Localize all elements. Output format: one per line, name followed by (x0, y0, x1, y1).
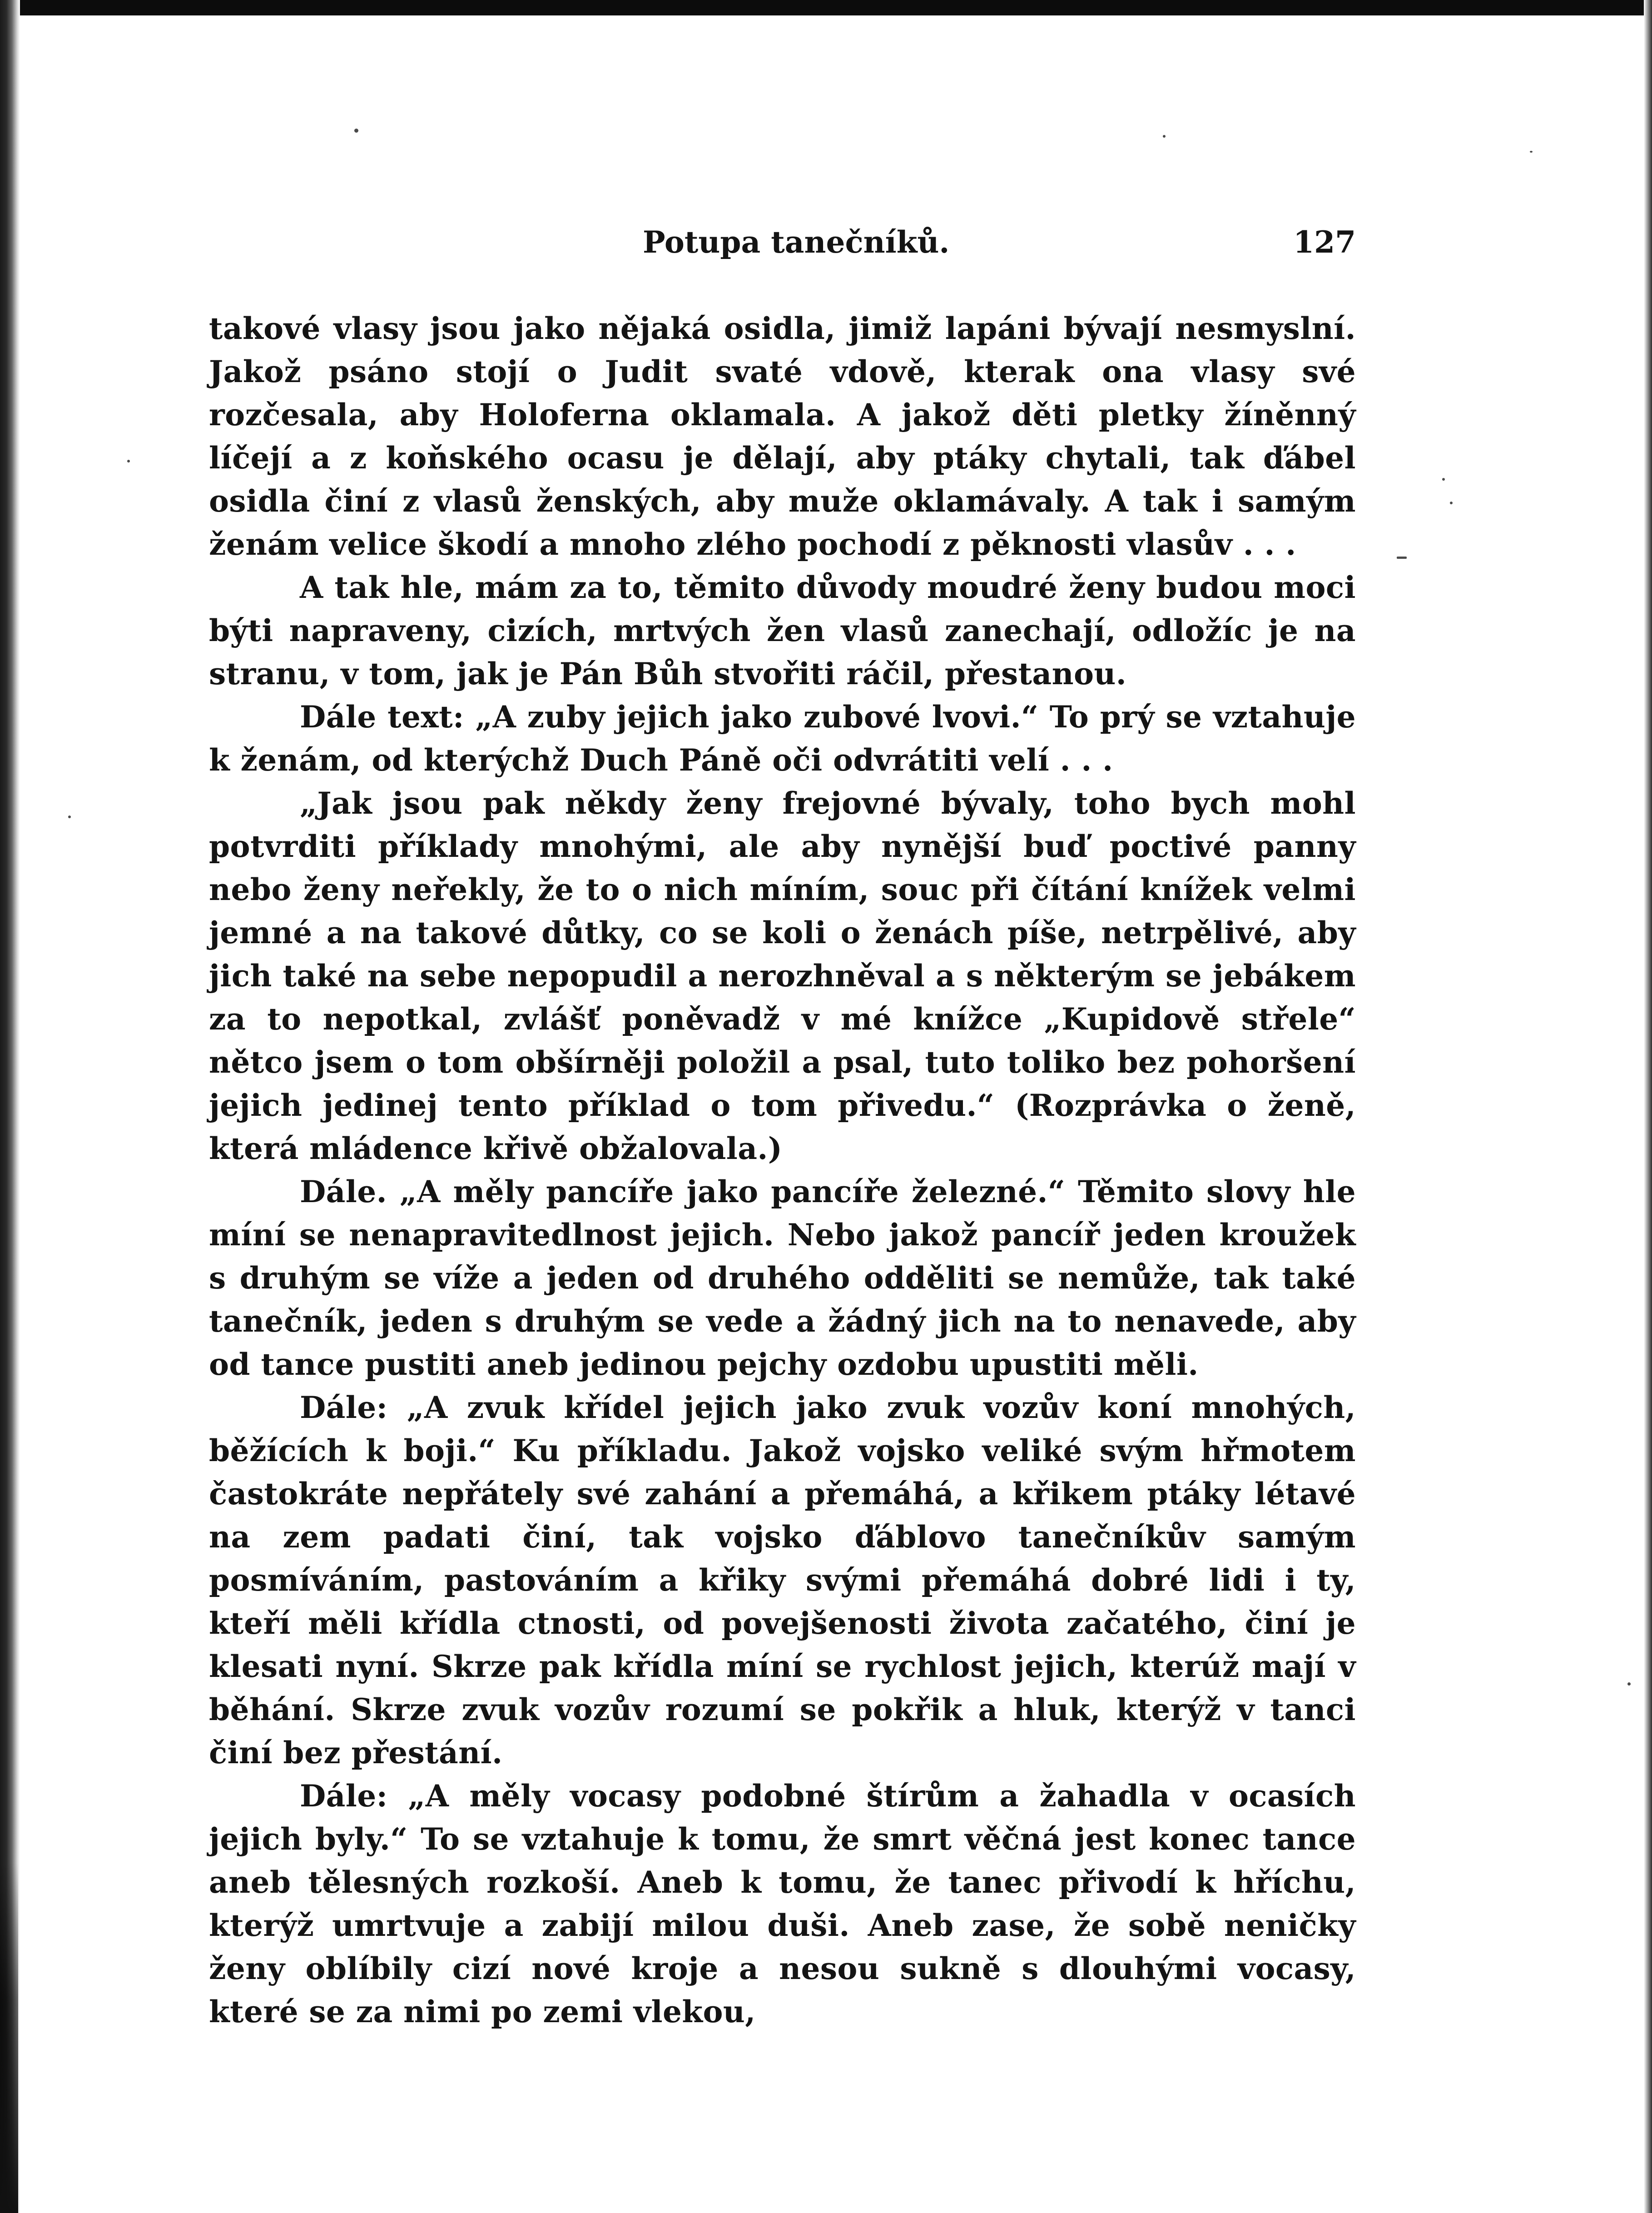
paragraph: takové vlasy jsou jako nějaká osidla, jimiž lapáni bývají nesmyslní. Jakož psáno stojí o Judit svaté vdově, kterak ona vlasy své rozčesala, aby Holoferna oklamala. A jakož děti pletky žíněnný líčejí a z koňského ocasu je dělají, aby ptáky chytali, tak ďábel osidla činí z vlasů ženských, aby muže oklamávaly. A tak i samým ženám velice škodí a mnoho zlého pochodí z pěknosti vlasův . . . (209, 311, 1356, 562)
page-number: 127 (1293, 224, 1356, 260)
body-text (209, 307, 1356, 2034)
scan-speck (127, 460, 130, 462)
paragraph: Dále. „A měly pancíře jako pancíře železné.“ Těmito slovy hle míní se nenapravitedlnost jejich. Nebo jakož pancíř jeden kroužek s druhým se víže a jeden od druhého odděliti se nemůže, tak také tanečník, jeden s druhým se vede a žádný jich na to nenavede, aby od tance pustiti aneb jedinou pejchy ozdobu upustiti měli. (209, 1174, 1356, 1382)
scan-speck (1442, 478, 1445, 481)
scan-speck (1163, 135, 1166, 138)
scan-left-shadow (0, 1863, 18, 2213)
scan-speck (1450, 502, 1453, 504)
scan-speck (68, 816, 71, 818)
paragraph: A tak hle, mám za to, těmito důvody moudré ženy budou moci býti napraveny, cizích, mrtvých žen vlasů zanechají, odložíc je na stranu, v tom, jak je Pán Bůh stvořiti ráčil, přestanou. (209, 570, 1356, 691)
paragraph: Dále: „A měly vocasy podobné štírům a žahadla v ocasích jejich byly.“ To se vztahuje k tomu, že smrt věčná jest konec tance aneb tělesných rozkoší. Aneb k tomu, že tanec přivodí k hříchu, kterýž umrtvuje a zabijí milou duši. Aneb zase, že sobě neničky ženy oblíbily cizí nové kroje a nesou sukně s dlouhými vocasy, které se za nimi po zemi vlekou, (209, 1778, 1356, 2029)
scan-speck (1397, 557, 1407, 559)
scan-speck (354, 129, 358, 133)
running-title: Potupa tanečníků. (643, 224, 950, 260)
paragraph: Dále text: „A zuby jejich jako zubové lvovi.“ To prý se vztahuje k ženám, od kterýchž Duch Páně oči odvrátiti velí . . . (209, 699, 1356, 778)
scan-right-edge (1644, 0, 1652, 2213)
scan-speck (1530, 151, 1533, 153)
scan-speck (1627, 1682, 1631, 1686)
scan-top-edge (0, 0, 1652, 15)
paragraph: „Jak jsou pak někdy ženy frejovné bývaly, toho bych mohl potvrditi příklady mnohými, ale aby nynější buď poctivé panny nebo ženy neřekly, že to o nich míním, souc při čítání knížek velmi jemné a na takové důtky, co se koli o ženách píše, netrpělivé, aby jich také na sebe nepopudil a nerozhněval a s některým se jebákem za to nepotkal, zvlášť poněvadž v mé knížce „Kupidově střele“ nětco jsem o tom obšírněji položil a psal, tuto toliko bez pohoršení jejich jedinej tento příklad o tom přivedu.“ (Rozprávka o ženě, která mládence křivě obžalovala.) (209, 786, 1356, 1166)
paragraph: Dále: „A zvuk křídel jejich jako zvuk vozův koní mnohých, běžících k boji.“ Ku příkladu. Jakož vojsko veliké svým hřmotem častokráte nepřátely své zahání a přemáhá, a křikem ptáky létavé na zem padati činí, tak vojsko ďáblovo tanečníkův samým posmíváním, pastováním a křiky svými přemáhá dobré lidi i ty, kteří měli křídla ctnosti, od povejšenosti života začatého, činí je klesati nyní. Skrze pak křídla míní se rychlost jejich, kterúž mají v běhání. Skrze zvuk vozův rozumí se pokřik a hluk, kterýž v tanci činí bez přestání. (209, 1390, 1356, 1770)
page-header (211, 217, 1356, 267)
